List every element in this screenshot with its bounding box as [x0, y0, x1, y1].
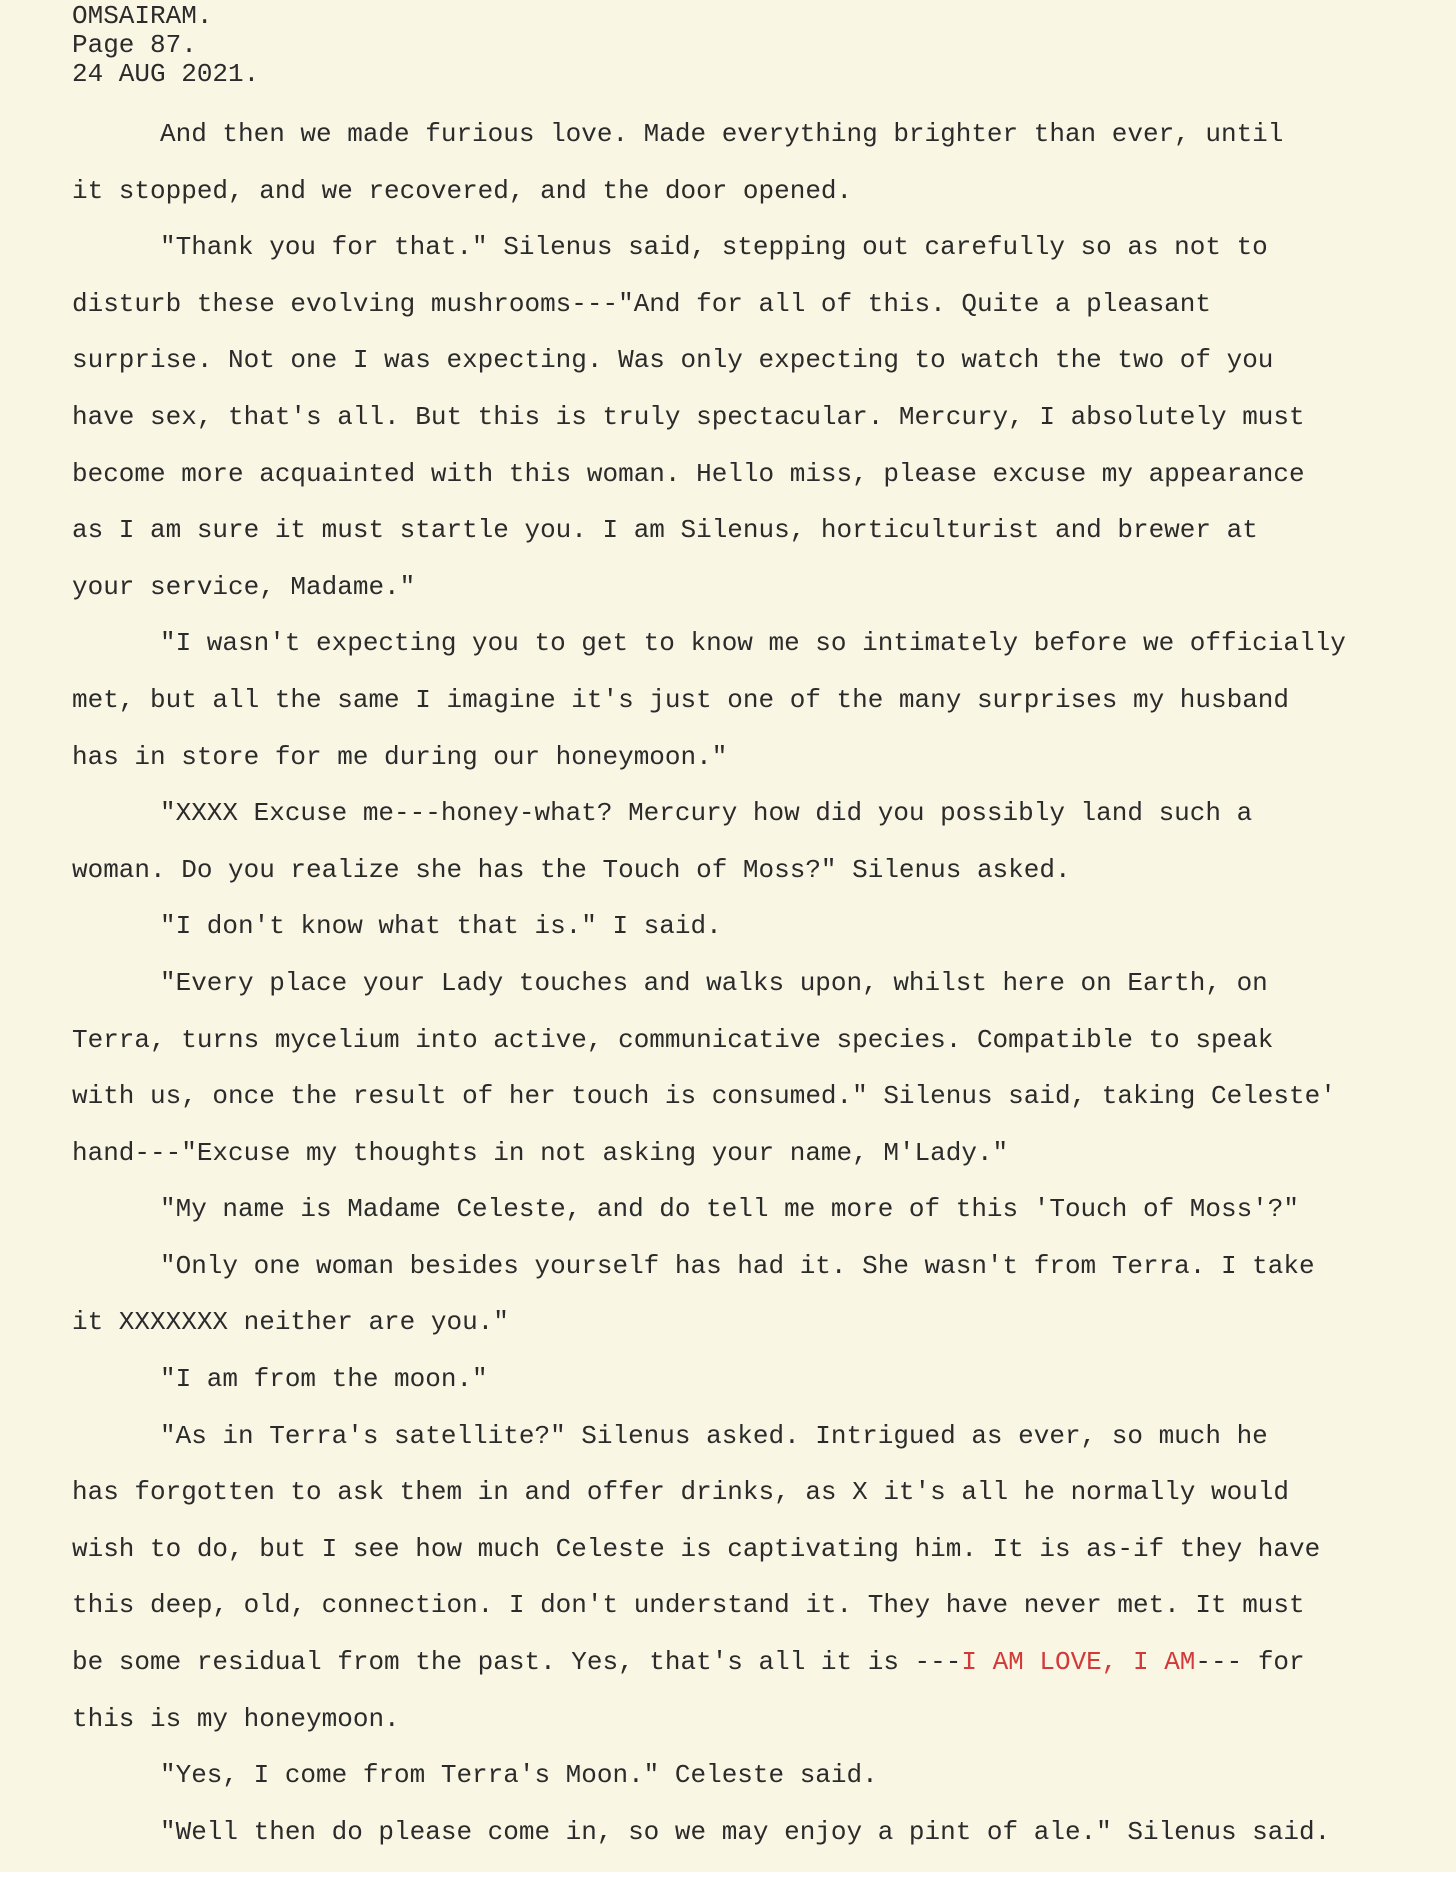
- text-line: "Every place your Lady touches and walks upon, whilst here on Earth, on: [160, 967, 1268, 998]
- text-line: And then we made furious love. Made everything brighter than ever, until: [160, 119, 1284, 149]
- text-line: become more acquainted with this woman. Hello miss, please excuse my appearance: [72, 458, 1305, 489]
- text-line: "Only one woman besides yourself has had it. She wasn't from Terra. I take: [160, 1250, 1315, 1281]
- text-line: disturb these evolving mushrooms---"And for all of this. Quite a pleasant: [72, 288, 1211, 319]
- text-line: "As in Terra's satellite?" Silenus asked. Intrigued as ever, so much he: [160, 1420, 1268, 1451]
- text-line: with us, once the result of her touch is consumed." Silenus said, taking Celeste': [72, 1081, 1336, 1112]
- text-line: [72, 1634, 1456, 1691]
- text-segment: --- for: [1195, 1647, 1305, 1678]
- text-line: hand---"Excuse my thoughts in not asking your name, M'Lady.": [72, 1137, 1009, 1168]
- text-line: "My name is Madame Celeste, and do tell me more of this 'Touch of Moss'?": [160, 1194, 1299, 1225]
- text-segment: be some residual from the past. Yes, that's all it is ---: [72, 1647, 962, 1678]
- red-typed-text: I AM LOVE, I AM: [961, 1647, 1196, 1678]
- header-line-2: Page 87.: [72, 30, 197, 60]
- text-line: surprise. Not one I was expecting. Was only expecting to watch the two of you: [72, 345, 1274, 376]
- text-line: wish to do, but I see how much Celeste is captivating him. It is as-if they have: [72, 1533, 1321, 1564]
- text-line: your service, Madame.": [72, 571, 416, 602]
- text-line: it stopped, and we recovered, and the door opened.: [72, 175, 853, 206]
- page-body: [72, 106, 1456, 1860]
- text-line: this deep, old, connection. I don't understand it. They have never met. It must: [72, 1590, 1305, 1621]
- text-line: woman. Do you realize she has the Touch of Moss?" Silenus asked.: [72, 854, 1071, 885]
- text-line: "XXXX Excuse me---honey-what? Mercury how did you possibly land such a: [160, 798, 1253, 829]
- text-line: "Well then do please come in, so we may enjoy a pint of ale." Silenus said.: [160, 1816, 1331, 1847]
- text-line: "Thank you for that." Silenus said, stepping out carefully so as not to: [160, 232, 1268, 263]
- text-line: has in store for me during our honeymoon.": [72, 741, 728, 772]
- text-line: it XXXXXXX neither are you.": [72, 1307, 509, 1338]
- text-line: have sex, that's all. But this is truly spectacular. Mercury, I absolutely must: [72, 401, 1305, 432]
- header-line-1: OMSAIRAM.: [72, 1, 213, 31]
- text-line: as I am sure it must startle you. I am Silenus, horticulturist and brewer at: [72, 515, 1258, 546]
- text-line: this is my honeymoon.: [72, 1703, 400, 1734]
- text-line: has forgotten to ask them in and offer drinks, as X it's all he normally would: [72, 1477, 1289, 1508]
- text-line: "I don't know what that is." I said.: [160, 911, 722, 942]
- text-line: Terra, turns mycelium into active, communicative species. Compatible to speak: [72, 1024, 1274, 1055]
- header-line-3: 24 AUG 2021.: [72, 59, 260, 89]
- typed-page: [72, 0, 1456, 1860]
- page-header: [72, 0, 1456, 89]
- text-line: "Yes, I come from Terra's Moon." Celeste said.: [160, 1760, 878, 1791]
- text-line: "I am from the moon.": [160, 1364, 488, 1395]
- text-line: "I wasn't expecting you to get to know me so intimately before we officially: [160, 628, 1346, 659]
- text-line: met, but all the same I imagine it's just one of the many surprises my husband: [72, 684, 1289, 715]
